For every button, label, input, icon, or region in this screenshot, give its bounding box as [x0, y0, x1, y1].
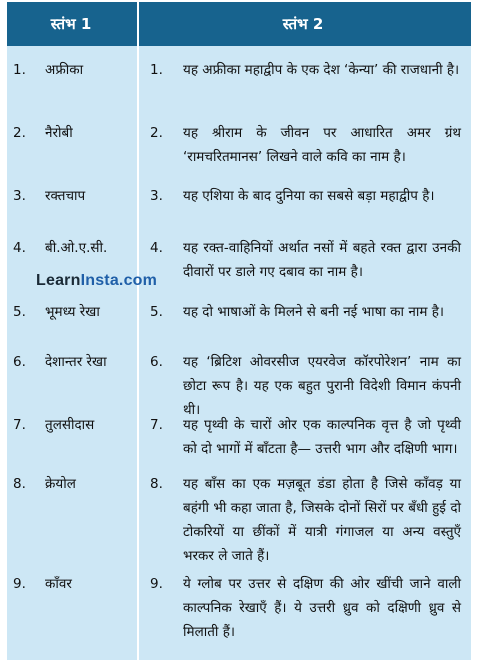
description-col2: यह बाँस का एक मज़बूत डंडा होता है जिसे काँवड़ या बहंगी भी कहा जाता है, जिसके दोनों सिरों पर बँधी हुई दो टोकरियों या छींकों में यात्री गंगाजल या अन्य वस्तुएँ भरकर ले जाते हैं।	[183, 476, 461, 564]
row-number-col1: 5.	[13, 304, 26, 320]
term-col1: भूमध्य रेखा	[45, 304, 100, 320]
term-col1: तुलसीदास	[45, 417, 95, 433]
row-number-col1: 9.	[13, 576, 26, 592]
row-number-col1: 3.	[13, 188, 26, 204]
row-number-col2: 6.	[150, 354, 163, 370]
row-number-col2: 7.	[150, 417, 163, 433]
description-col2: यह श्रीराम के जीवन पर आधारित अमर ग्रंथ ‘रामचरितमानस’ लिखने वाले कवि का नाम है।	[183, 125, 461, 165]
row-number-col2: 8.	[150, 476, 163, 492]
description-col2: यह एशिया के बाद दुनिया का सबसे बड़ा महाद्वीप है।	[183, 188, 435, 204]
row-number-col1: 2.	[13, 125, 26, 141]
watermark-part-2: Insta.com	[80, 272, 158, 289]
row-number-col2: 9.	[150, 576, 163, 592]
watermark-part-1: Learn	[36, 272, 81, 289]
term-col1: क्रेयोल	[45, 476, 76, 492]
term-col1: अफ्रीका	[45, 62, 84, 78]
table-header	[7, 2, 471, 46]
learninsta-watermark	[36, 272, 157, 290]
row-number-col1: 6.	[13, 354, 26, 370]
term-col1: बी.ओ.ए.सी.	[45, 240, 108, 256]
column-divider	[137, 2, 139, 660]
matching-table	[7, 2, 471, 660]
description-col2: यह दो भाषाओं के मिलने से बनी नई भाषा का नाम है।	[183, 304, 444, 320]
description-col2: यह रक्त-वाहिनियों अर्थात नसों में बहते रक्त द्वारा उनकी दीवारों पर डाले गए दबाव का नाम है।	[183, 240, 461, 280]
header-column-1: स्तंभ 1	[50, 15, 92, 33]
header-column-2: स्तंभ 2	[282, 15, 324, 33]
row-number-col1: 7.	[13, 417, 26, 433]
row-number-col2: 5.	[150, 304, 163, 320]
row-number-col2: 2.	[150, 125, 163, 141]
description-col2: यह ‘ब्रिटिश ओवरसीज एयरवेज कॉरपोरेशन’ नाम का छोटा रूप है। यह एक बहुत पुरानी विदेशी विमान कंपनी थी।	[183, 354, 461, 418]
term-col1: रक्तचाप	[45, 188, 86, 204]
row-number-col2: 3.	[150, 188, 163, 204]
row-number-col1: 8.	[13, 476, 26, 492]
term-col1: काँवर	[45, 576, 72, 592]
description-col2: ये ग्लोब पर उत्तर से दक्षिण की ओर खींची जाने वाली काल्पनिक रेखाएँ हैं। ये उत्तरी ध्रुव को दक्षिणी ध्रुव से मिलाती हैं।	[183, 576, 461, 640]
description-col2: यह अफ्रीका महाद्वीप के एक देश ‘केन्या’ की राजधानी है।	[183, 62, 460, 78]
row-number-col2: 4.	[150, 240, 163, 256]
term-col1: देशान्तर रेखा	[45, 354, 107, 370]
row-number-col2: 1.	[150, 62, 163, 78]
description-col2: यह पृथ्वी के चारों ओर एक काल्पनिक वृत्त है जो पृथ्वी को दो भागों में बाँटता है— उत्तरी भाग और दक्षिणी भाग।	[183, 417, 461, 457]
row-number-col1: 4.	[13, 240, 26, 256]
term-col1: नैरोबी	[45, 125, 73, 141]
row-number-col1: 1.	[13, 62, 26, 78]
